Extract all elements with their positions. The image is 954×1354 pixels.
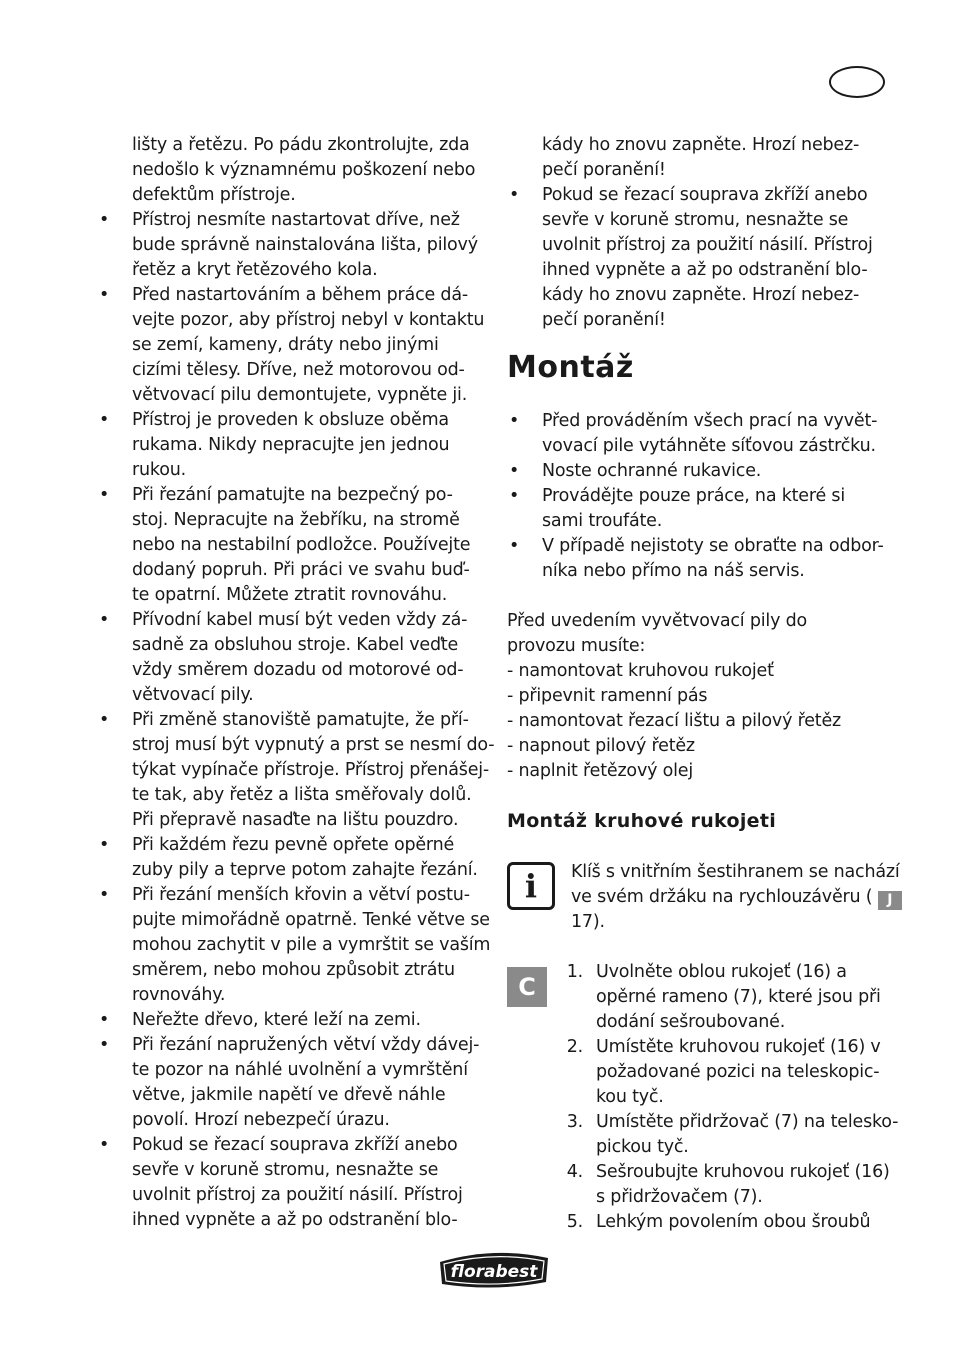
text-line: kou tyč. bbox=[596, 1087, 664, 1107]
intro-paragraph bbox=[507, 609, 892, 659]
text-line: te pozor na náhlé uvolnění a vymrštění bbox=[132, 1060, 468, 1080]
bullet-marker: • bbox=[98, 485, 110, 505]
text-line bbox=[571, 885, 901, 910]
text-line: Při přepravě nasaďte na lištu pouzdro. bbox=[132, 810, 459, 830]
step-item bbox=[561, 1160, 896, 1210]
text-line: te tak, aby řetěz a lišta směřovaly dolů. bbox=[132, 785, 472, 805]
text-line: týkat vypínače přístroje. Přístroj přenášej- bbox=[132, 760, 490, 780]
text-line: opěrné rameno (7), které jsou při bbox=[596, 987, 881, 1007]
text-line: vejte pozor, aby přístroj nebyl v kontaktu bbox=[132, 310, 485, 330]
bullet-item bbox=[97, 1133, 482, 1233]
bullet-marker: • bbox=[508, 536, 520, 556]
text-segment: ve svém držáku na rychlouzávěru ( bbox=[571, 887, 873, 907]
text-line: Při řezání pamatujte na bezpečný po- bbox=[132, 485, 453, 505]
bullet-marker: • bbox=[508, 461, 520, 481]
logo-text: florabest bbox=[450, 1262, 538, 1282]
text-line: nedošlo k významnému poškození nebo bbox=[132, 160, 476, 180]
bullet-marker: • bbox=[508, 411, 520, 431]
text-line: cizími tělesy. Dříve, než motorovou od- bbox=[132, 360, 465, 380]
text-line: s přidržovačem (7). bbox=[596, 1187, 763, 1207]
step-number: 3. bbox=[566, 1112, 583, 1132]
text-line: vždy směrem dozadu od motorové od- bbox=[132, 660, 464, 680]
text-line: řetěz a kryt řetězového kola. bbox=[132, 260, 378, 280]
bullet-item bbox=[97, 708, 495, 833]
text-line: pečí poranění! bbox=[542, 160, 666, 180]
text-line: rukou. bbox=[132, 460, 186, 480]
bullet-item bbox=[97, 483, 482, 608]
bullet-marker: • bbox=[98, 285, 110, 305]
bullet-item bbox=[97, 883, 491, 1008]
text-line: Přístroj je proveden k obsluze oběma bbox=[132, 410, 449, 430]
text-line: povolí. Hrozí nebezpečí úrazu. bbox=[132, 1110, 390, 1130]
text-line: níka nebo přímo na náš servis. bbox=[542, 561, 805, 581]
text-line: uvolnit přístroj za použití násilí. Přístroj bbox=[132, 1185, 463, 1205]
text-line: sevře v koruně stromu, nesnažte se bbox=[542, 210, 849, 230]
mount-section bbox=[507, 409, 892, 784]
bullet-item bbox=[97, 1008, 482, 1033]
text-line: sadně za obsluhou stroje. Kabel veďte bbox=[132, 635, 459, 655]
right-column bbox=[507, 133, 892, 333]
text-line: Umístěte kruhovou rukojeť (16) v bbox=[596, 1037, 881, 1057]
text-line: rovnováhy. bbox=[132, 985, 226, 1005]
bullet-item bbox=[97, 833, 482, 883]
left-bullet-list bbox=[97, 208, 495, 1233]
step-item bbox=[561, 960, 896, 1035]
text-line: uvolnit přístroj za použití násilí. Přístroj bbox=[542, 235, 873, 255]
bullet-item bbox=[507, 459, 892, 484]
bullet-marker: • bbox=[98, 1135, 110, 1155]
text-line: vovací pile vytáhněte síťovou zástrčku. bbox=[542, 436, 876, 456]
text-line: Noste ochranné rukavice. bbox=[542, 461, 762, 481]
subheading: Montáž kruhové rukojeti bbox=[507, 810, 777, 832]
list-item: - namontovat kruhovou rukojeť bbox=[507, 661, 774, 681]
info-icon: i bbox=[507, 862, 555, 910]
text-line: lišty a řetězu. Po pádu zkontrolujte, zda bbox=[132, 135, 470, 155]
section-heading: Montáž bbox=[507, 350, 634, 385]
text-line: Přístroj nesmíte nastartovat dříve, než bbox=[132, 210, 460, 230]
text-line: Pokud se řezací souprava zkříží anebo bbox=[132, 1135, 458, 1155]
text-line: Lehkým povolením obou šroubů bbox=[596, 1212, 871, 1232]
right-bullet-list bbox=[507, 183, 892, 333]
text-line: sevře v koruně stromu, nesnažte se bbox=[132, 1160, 439, 1180]
text-line: Uvolněte oblou rukojeť (16) a bbox=[596, 962, 847, 982]
bullet-item bbox=[507, 409, 892, 459]
text-line: Při každém řezu pevně opřete opěrné bbox=[132, 835, 455, 855]
text-line: dodání sešroubované. bbox=[596, 1012, 786, 1032]
info-note bbox=[571, 860, 901, 935]
text-line: dodaný popruh. Při práci ve svahu buď- bbox=[132, 560, 470, 580]
text-line: Provádějte pouze práce, na které si bbox=[542, 486, 845, 506]
bullet-marker: • bbox=[98, 610, 110, 630]
list-item: - naplnit řetězový olej bbox=[507, 761, 694, 781]
bullet-item bbox=[507, 484, 892, 534]
florabest-logo bbox=[438, 1252, 550, 1288]
right-continuation bbox=[507, 133, 892, 183]
step-item bbox=[561, 1210, 896, 1235]
text-line: požadované pozici na teleskopic- bbox=[596, 1062, 880, 1082]
text-line: Při řezání menších křovin a větví postu- bbox=[132, 885, 470, 905]
bullet-item bbox=[97, 408, 482, 483]
bullet-marker: • bbox=[98, 835, 110, 855]
language-badge bbox=[829, 66, 885, 98]
bullet-marker: • bbox=[98, 410, 110, 430]
text-line: zuby pily a teprve potom zahajte řezání. bbox=[132, 860, 478, 880]
bullet-item bbox=[97, 283, 485, 408]
step-number: 1. bbox=[566, 962, 583, 982]
text-line: rukama. Nikdy nepracujte jen jednou bbox=[132, 435, 450, 455]
bullet-item bbox=[507, 534, 892, 584]
text-line: se zemí, kameny, dráty nebo jinými bbox=[132, 335, 439, 355]
text-line: kády ho znovu zapněte. Hrozí nebez- bbox=[542, 285, 860, 305]
text-line: ihned vypněte a až po odstranění blo- bbox=[132, 1210, 458, 1230]
text-line: Při změně stanoviště pamatujte, že pří- bbox=[132, 710, 469, 730]
text-line: Před uvedením vyvětvovací pily do bbox=[507, 611, 808, 631]
step-list bbox=[561, 960, 899, 1235]
left-column bbox=[97, 133, 495, 1233]
list-item: - namontovat řezací lištu a pilový řetěz bbox=[507, 711, 841, 731]
left-continuation bbox=[97, 133, 482, 208]
step-number: 5. bbox=[566, 1212, 583, 1232]
text-line: Přívodní kabel musí být veden vždy zá- bbox=[132, 610, 468, 630]
text-line: směrem, nebo mohou způsobit ztrátu bbox=[132, 960, 455, 980]
step-item bbox=[561, 1110, 899, 1160]
step-item bbox=[561, 1035, 896, 1110]
dash-list bbox=[507, 659, 892, 784]
text-line: provozu musíte: bbox=[507, 636, 646, 656]
text-line: větvovací pilu demontujete, vypněte ji. bbox=[132, 385, 468, 405]
bullet-marker: • bbox=[98, 885, 110, 905]
text-line: Sešroubujte kruhovou rukojeť (16) bbox=[596, 1162, 890, 1182]
mount-bullet-list bbox=[507, 409, 892, 584]
text-line: Neřežte dřevo, které leží na zemi. bbox=[132, 1010, 421, 1030]
text-line: pečí poranění! bbox=[542, 310, 666, 330]
text-line: bude správně nainstalována lišta, pilový bbox=[132, 235, 478, 255]
text-line: te opatrní. Můžete ztratit rovnováhu. bbox=[132, 585, 448, 605]
text-line: Pokud se řezací souprava zkříží anebo bbox=[542, 185, 868, 205]
text-line: větvovací pily. bbox=[132, 685, 254, 705]
text-line: 17). bbox=[571, 912, 605, 932]
text-line: kády ho znovu zapněte. Hrozí nebez- bbox=[542, 135, 860, 155]
bullet-item bbox=[97, 1033, 482, 1133]
bullet-marker: • bbox=[98, 1010, 110, 1030]
bullet-marker: • bbox=[98, 710, 110, 730]
text-line: nebo na nestabilní podložce. Používejte bbox=[132, 535, 471, 555]
step-number: 2. bbox=[566, 1037, 583, 1057]
bullet-marker: • bbox=[98, 1035, 110, 1055]
bullet-item bbox=[507, 183, 892, 333]
figure-ref-c: C bbox=[507, 967, 547, 1007]
bullet-marker: • bbox=[98, 210, 110, 230]
text-line: V případě nejistoty se obraťte na odbor- bbox=[542, 536, 884, 556]
bullet-marker: • bbox=[508, 486, 520, 506]
text-line: stroj musí být vypnutý a prst se nesmí do- bbox=[132, 735, 495, 755]
text-line: Před prováděním všech prací na vyvět- bbox=[542, 411, 878, 431]
bullet-marker: • bbox=[508, 185, 520, 205]
text-line: defektům přístroje. bbox=[132, 185, 296, 205]
list-item: - napnout pilový řetěz bbox=[507, 736, 695, 756]
text-line: Před nastartováním a během práce dá- bbox=[132, 285, 468, 305]
text-line: pickou tyč. bbox=[596, 1137, 689, 1157]
list-item: - připevnit ramenní pás bbox=[507, 686, 708, 706]
text-line: Klíš s vnitřním šestihranem se nachází bbox=[571, 862, 900, 882]
text-line: sami troufáte. bbox=[542, 511, 663, 531]
text-line: větve, jakmile napětí ve dřevě náhle bbox=[132, 1085, 446, 1105]
text-line: ihned vypněte a až po odstranění blo- bbox=[542, 260, 868, 280]
step-number: 4. bbox=[566, 1162, 583, 1182]
bullet-item bbox=[97, 608, 482, 708]
text-line: Umístěte přidržovač (7) na telesko- bbox=[596, 1112, 899, 1132]
figure-ref-badge: J bbox=[878, 891, 902, 910]
text-line: mohou zachytit v pile a vymrštit se vaším bbox=[132, 935, 491, 955]
text-line: Při řezání napružených větví vždy dávej- bbox=[132, 1035, 480, 1055]
text-line: pujte mimořádně opatrně. Tenké větve se bbox=[132, 910, 490, 930]
bullet-item bbox=[97, 208, 482, 283]
text-line: stoj. Nepracujte na žebříku, na stromě bbox=[132, 510, 460, 530]
